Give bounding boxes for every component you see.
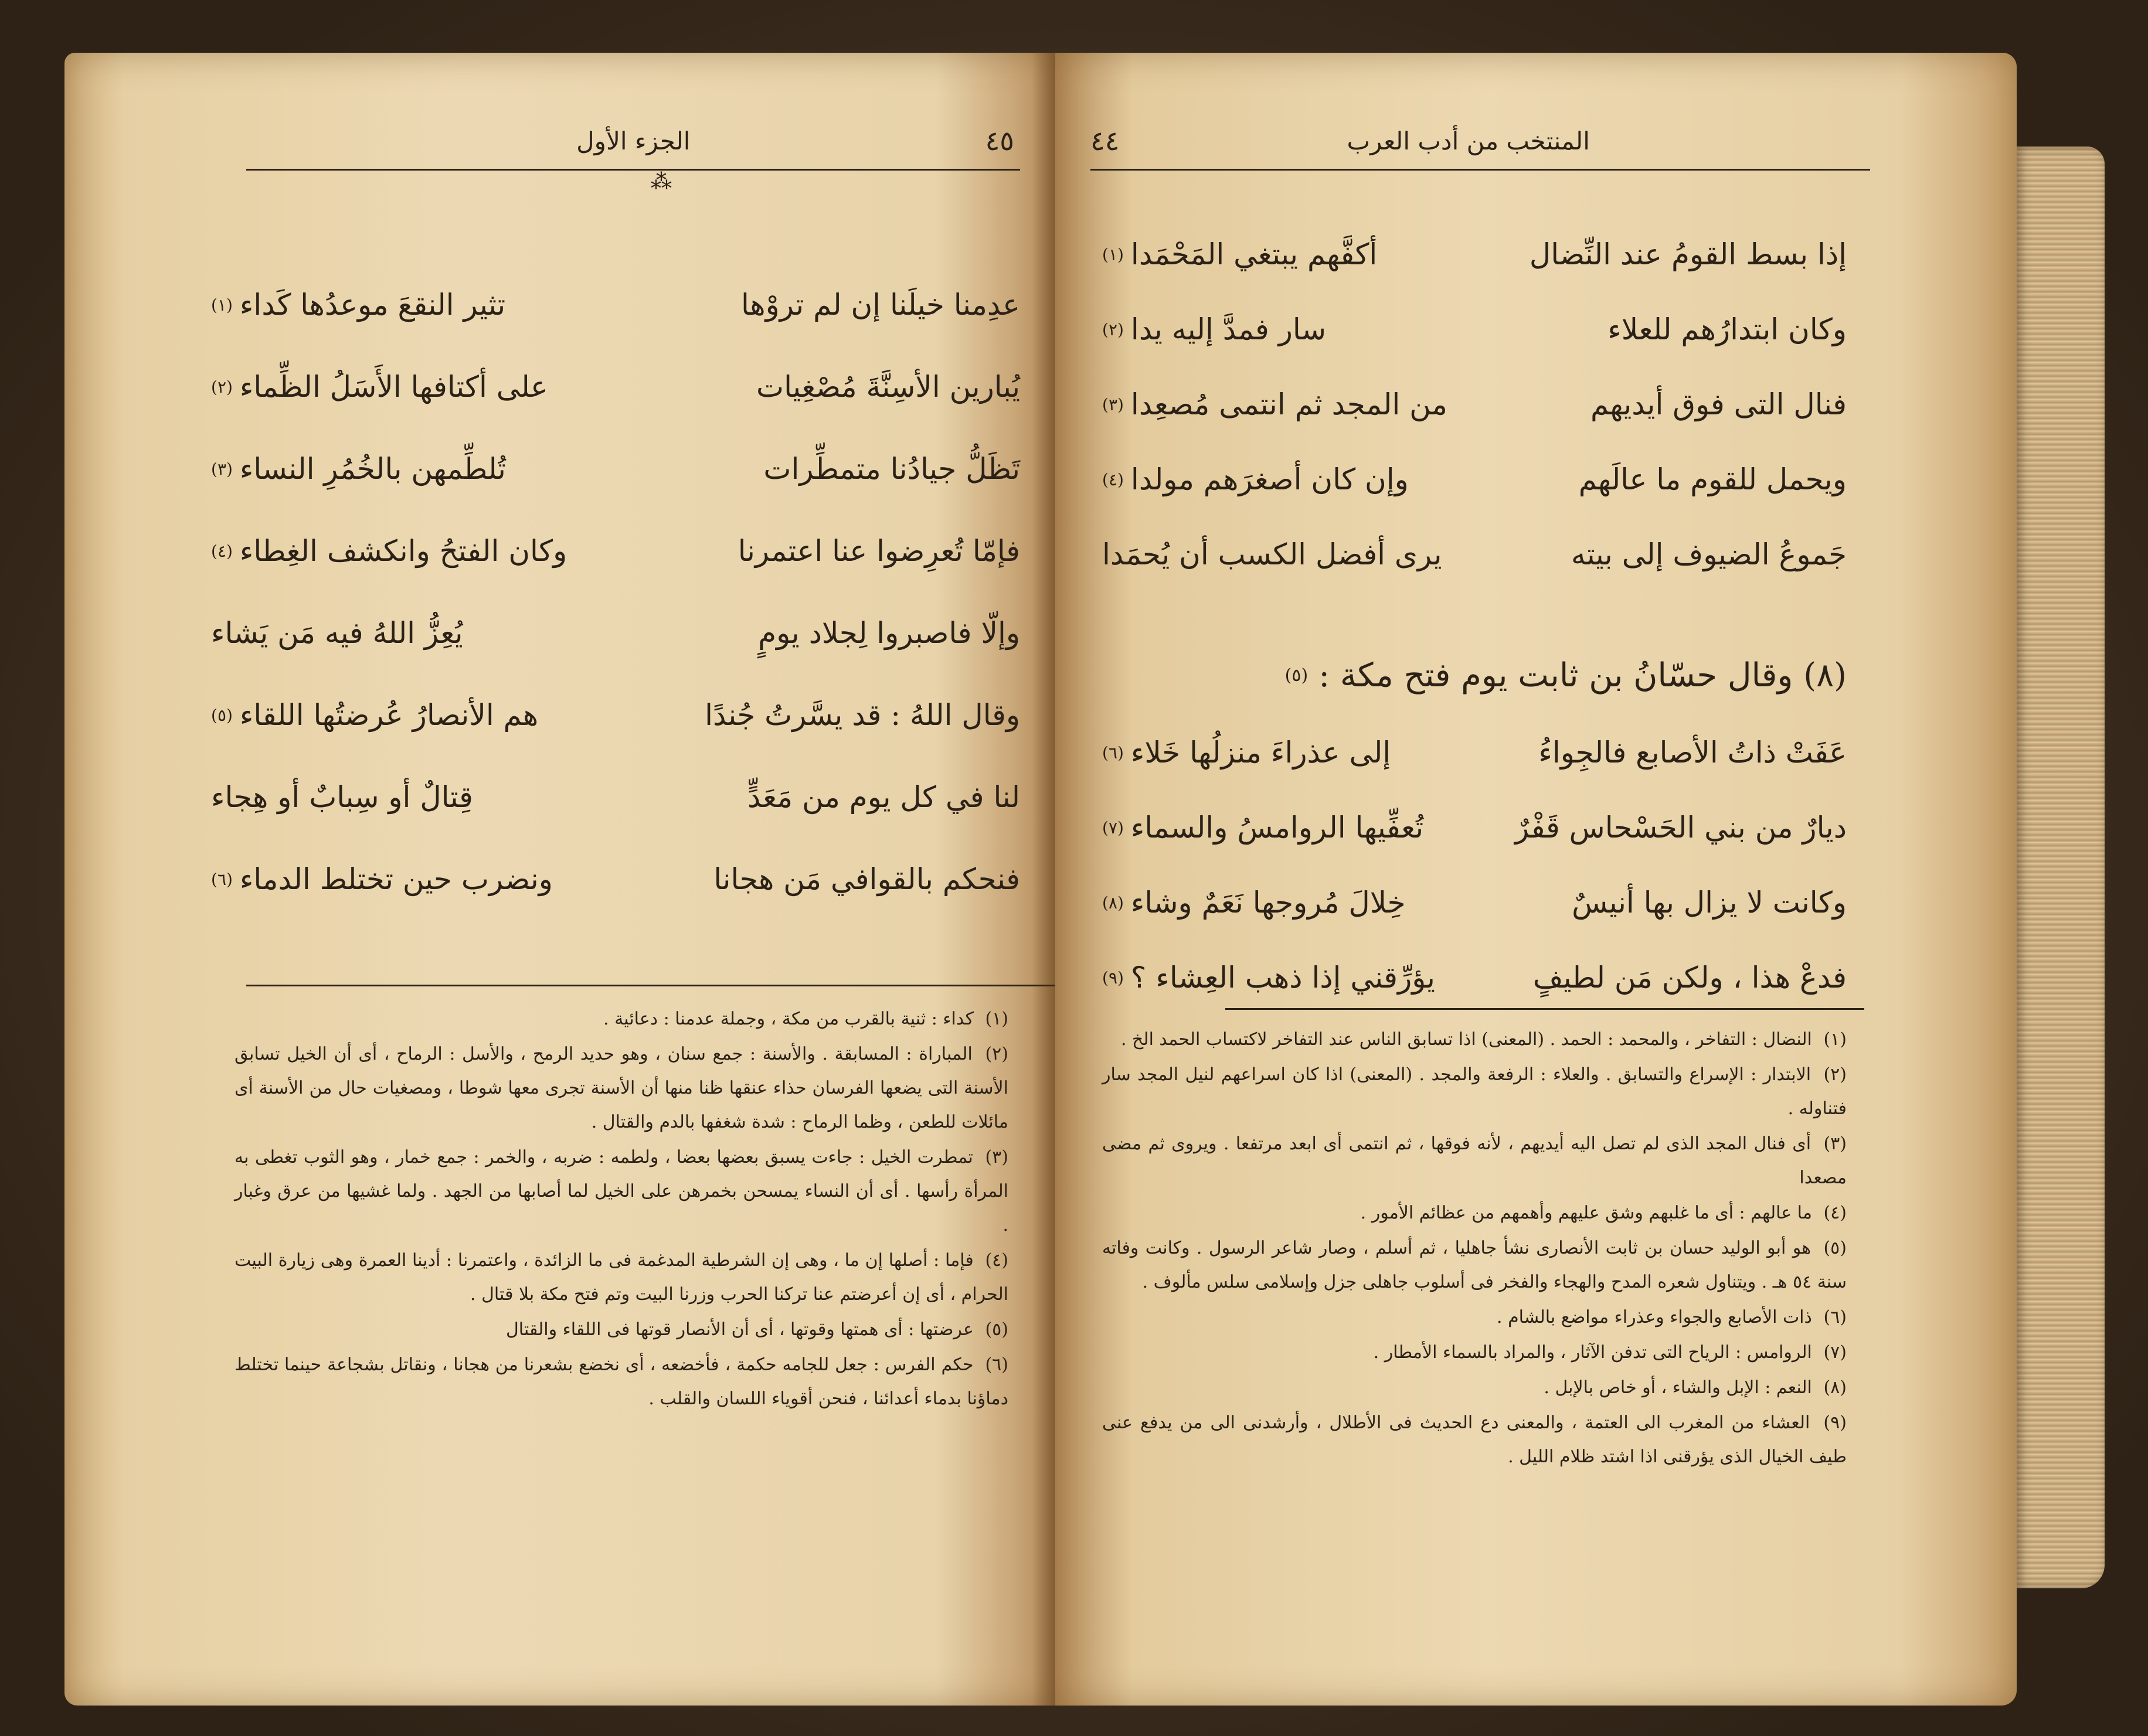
- left-footnotes: [234, 1002, 1008, 1417]
- footnote-number: (٤): [1823, 1203, 1847, 1223]
- verse-second-hemistich: [1102, 961, 1435, 995]
- verse-line: [1102, 292, 1847, 367]
- footnote-number: (٢): [1823, 1064, 1847, 1085]
- left-page: [64, 53, 1055, 1706]
- verse-line: [211, 838, 1020, 920]
- footnote-text: الابتدار : الإسراع والتسابق . والعلاء : الرفعة والمجد . (المعنى) اذا كان اسراعهم لنيل المجد سار فتناوله .: [1102, 1064, 1847, 1119]
- footnote-text: النضال : التفاخر ، والمحمد : الحمد . (المعنى) اذا تسابق الناس عند التفاخر لاكتساب الحمد الخ .: [1120, 1029, 1812, 1050]
- verse-second-text: وكان الفتحُ وانكشف الغِطاء: [239, 534, 567, 568]
- verse-first-hemistich: ديارٌ من بني الحَسْحاس قَفْرٌ: [1515, 811, 1847, 845]
- verse-line: [211, 756, 1020, 838]
- verse-second-hemistich: [1102, 811, 1423, 845]
- verse-second-text: هم الأنصارُ عُرضتُها اللقاء: [239, 698, 539, 732]
- verse-line: [211, 674, 1020, 756]
- verse-second-text: على أكتافها الأَسَلُ الظِّماء: [239, 370, 548, 404]
- verse-second-text: وإن كان أصغرَهم مولدا: [1130, 462, 1409, 496]
- verse-second-text: تثير النقعَ موعدُها كَداء: [239, 288, 506, 322]
- poem-heading-text: (٨) وقال حسّانُ بن ثابت يوم فتح مكة :: [1318, 656, 1847, 695]
- footnote-ref: (٦): [1102, 743, 1124, 763]
- right-verses-poem-8: [1102, 715, 1847, 1015]
- ornament-stars: ⁂: [651, 170, 675, 194]
- verse-second-hemistich: [1102, 537, 1442, 571]
- left-footnote-rule: [246, 985, 1067, 986]
- verse-line: [1102, 442, 1847, 517]
- verse-line: [211, 428, 1020, 510]
- footnote-text: الروامس : الرياح التى تدفن الآثار ، والمراد بالسماء الأمطار .: [1373, 1342, 1812, 1363]
- footnote-ref: (٤): [1102, 469, 1124, 489]
- footnote-number: (٤): [985, 1250, 1008, 1271]
- footnote-number: (١): [985, 1009, 1008, 1029]
- footnote-ref: (٥): [211, 705, 233, 725]
- verse-second-hemistich: [1102, 387, 1447, 421]
- footnote: [234, 1348, 1008, 1416]
- footnote-number: (٥): [985, 1319, 1008, 1340]
- verse-second-text: إلى عذراءَ منزلُها خَلاء: [1130, 736, 1391, 770]
- poem-heading-footnote-ref: (٥): [1284, 665, 1308, 686]
- verse-first-hemistich: جَموعُ الضيوف إلى بيته: [1571, 537, 1847, 571]
- footnote-text: ذات الأصابع والجواء وعذراء مواضع بالشام .: [1497, 1307, 1812, 1327]
- footnote-number: (٢): [985, 1044, 1008, 1064]
- footnote-ref: (١): [211, 295, 233, 315]
- verse-first-hemistich: وكانت لا يزال بها أنيسٌ: [1572, 886, 1847, 920]
- footnote-text: فإما : أصلها إن ما ، وهى إن الشرطية المدغمة فى ما الزائدة ، واعتمرنا : أدينا العمرة وهى زيارة البيت الحرام ، أى إن أعرضتم عنا تركنا الحرب وزرنا البيت وتم فتح مكة بلا قتال .: [234, 1250, 1008, 1305]
- footnote: [1102, 1058, 1847, 1126]
- verse-second-hemistich: [211, 288, 505, 322]
- right-page-number: ٤٤: [1090, 125, 1120, 156]
- verse-second-hemistich: [1102, 886, 1405, 920]
- left-verses: [211, 264, 1020, 920]
- verse-second-hemistich: [211, 370, 548, 404]
- verse-line: [211, 346, 1020, 428]
- verse-second-hemistich: [211, 534, 567, 568]
- footnote-ref: (٣): [1102, 394, 1124, 414]
- verse-second-text: تُلطِّمهن بالخُمُرِ النساء: [239, 452, 506, 486]
- verse-second-hemistich: [211, 698, 538, 732]
- verse-second-hemistich: [211, 452, 506, 486]
- footnote-number: (٦): [1823, 1307, 1847, 1327]
- verse-line: [1102, 517, 1847, 592]
- footnote-ref: (٢): [211, 377, 233, 397]
- footnote-text: هو أبو الوليد حسان بن ثابت الأنصارى نشأ جاهليا ، ثم أسلم ، وصار شاعر الرسول . وكانت وفاته سنة ٥٤ هـ . ويتناول شعره المدح والهجاء والفخر فى أسلوب جاهلى جزل وإسلامى سلس مألوف .: [1102, 1238, 1847, 1292]
- verse-second-text: أكفَّهم يبتغي المَحْمَدا: [1130, 237, 1378, 271]
- verse-line: [211, 264, 1020, 346]
- footnote-text: ما عالهم : أى ما غلبهم وشق عليهم وأهمهم من عظائم الأمور .: [1360, 1203, 1812, 1223]
- footnote-number: (٨): [1823, 1377, 1847, 1398]
- footnote-ref: (٣): [211, 459, 233, 479]
- footnote-ref: (٤): [211, 541, 233, 561]
- verse-second-text: تُعفِّيها الروامسُ والسماء: [1130, 811, 1424, 845]
- footnote: [1102, 1301, 1847, 1335]
- footnote-number: (٣): [985, 1147, 1008, 1167]
- verse-second-text: قِتالٌ أو سِبابٌ أو هِجاء: [211, 780, 473, 814]
- verse-second-text: يرى أفضل الكسب أن يُحمَدا: [1102, 537, 1442, 571]
- footnote: [234, 1002, 1008, 1036]
- footnote-text: النعم : الإبل والشاء ، أو خاص بالإبل .: [1544, 1377, 1812, 1398]
- footnote-text: العشاء من المغرب الى العتمة ، والمعنى دع الحديث فى الأطلال ، وأرشدنى الى من يدفع عنى طيف الخيال الذى يؤرقنى اذا اشتد ظلام الليل .: [1102, 1412, 1847, 1467]
- verse-first-hemistich: فنال التى فوق أيديهم: [1590, 387, 1847, 421]
- verse-line: [1102, 790, 1847, 865]
- verse-first-hemistich: يُبارين الأسِنَّةَ مُصْغِيات: [756, 370, 1020, 404]
- verse-second-hemistich: [1102, 312, 1326, 346]
- verse-second-text: يُعِزُّ اللهُ فيه مَن يَشاء: [211, 616, 463, 650]
- footnote-ref: (٨): [1102, 893, 1124, 913]
- footnote-number: (٦): [985, 1354, 1008, 1375]
- verse-first-hemistich: فدعْ هذا ، ولكن مَن لطيفٍ: [1532, 961, 1847, 995]
- verse-first-hemistich: لنا في كل يوم من مَعَدٍّ: [747, 780, 1020, 814]
- footnote: [1102, 1371, 1847, 1405]
- verse-first-hemistich: عَفَتْ ذاتُ الأصابع فالجِواءُ: [1538, 736, 1847, 770]
- verse-line: [1102, 217, 1847, 292]
- right-running-title: المنتخب من أدب العرب: [1347, 126, 1590, 155]
- right-page-header: [1090, 117, 1853, 164]
- page-block-edge: [2017, 147, 2105, 1588]
- verse-line: [1102, 940, 1847, 1015]
- footnote-ref: (٢): [1102, 319, 1124, 339]
- left-page-header: [246, 117, 1014, 164]
- footnote: [234, 1244, 1008, 1312]
- footnote: [1102, 1406, 1847, 1474]
- verse-first-hemistich: وقال اللهُ : قد يسَّرتُ جُندًا: [705, 698, 1020, 732]
- right-verses: [1102, 217, 1847, 592]
- left-header-rule: [246, 169, 1020, 171]
- right-footnote-rule: [1225, 1008, 1864, 1010]
- footnote-text: كداء : ثنية بالقرب من مكة ، وجملة عدمنا : دعائية .: [603, 1009, 974, 1029]
- verse-second-text: سار فمدَّ إليه يدا: [1130, 312, 1327, 346]
- verse-first-hemistich: تَظَلُّ جيادُنا متمطِّرات: [763, 452, 1020, 486]
- verse-second-hemistich: [211, 862, 553, 896]
- verse-second-hemistich: [211, 780, 473, 814]
- verse-first-hemistich: إذا بسط القومُ عند النِّضال: [1529, 237, 1847, 271]
- footnote-text: تمطرت الخيل : جاءت يسبق بعضها بعضا ، ولطمه : ضربه ، والخمر : جمع خمار ، وهو الثوب تغطى به المرأة رأسها . أى أن النساء يمسحن بخمرهن على الخيل لما أصابها من الجهد . ولما غشيها من عرق وغبار .: [234, 1147, 1008, 1235]
- footnote-number: (٩): [1823, 1412, 1847, 1433]
- footnote-text: حكم الفرس : جعل للجامه حكمة ، فأخضعه ، أى نخضع بشعرنا من هجانا ، ونقاتل بشجاعة حينما تختلط دماؤنا بدماء أعدائنا ، فنحن أقوياء اللسان والقلب .: [234, 1354, 1008, 1409]
- footnote-number: (١): [1823, 1029, 1847, 1050]
- footnote-text: عرضتها : أى همتها وقوتها ، أى أن الأنصار قوتها فى اللقاء والقتال: [505, 1319, 974, 1340]
- footnote-ref: (١): [1102, 244, 1124, 264]
- footnote: [1102, 1023, 1847, 1057]
- verse-line: [211, 592, 1020, 674]
- verse-first-hemistich: وإلّا فاصبروا لِجلاد يومٍ: [758, 616, 1020, 650]
- footnote: [234, 1141, 1008, 1243]
- right-header-rule: [1090, 169, 1870, 171]
- right-page: [1055, 53, 2017, 1706]
- footnote-ref: (٧): [1102, 818, 1124, 838]
- footnote-number: (٣): [1823, 1133, 1847, 1154]
- verse-first-hemistich: عدِمنا خيلَنا إن لم تروْها: [740, 288, 1020, 322]
- verse-first-hemistich: وكان ابتدارُهم للعلاء: [1607, 312, 1847, 346]
- footnote: [1102, 1127, 1847, 1195]
- poem-heading: [1284, 656, 1847, 695]
- footnote: [234, 1037, 1008, 1139]
- footnote-number: (٥): [1823, 1238, 1847, 1258]
- footnote-number: (٧): [1823, 1342, 1847, 1363]
- footnote-ref: (٩): [1102, 968, 1124, 988]
- footnote-text: أى فنال المجد الذى لم تصل اليه أيديهم ، لأنه فوقها ، ثم انتمى أى ابعد مرتفعا . ويروى ثم مضى مصعدا: [1102, 1133, 1847, 1188]
- verse-first-hemistich: فنحكم بالقوافي مَن هجانا: [713, 862, 1020, 896]
- verse-line: [1102, 865, 1847, 940]
- right-footnotes: [1102, 1023, 1847, 1475]
- verse-second-hemistich: [1102, 736, 1391, 770]
- verse-line: [1102, 715, 1847, 790]
- verse-second-text: من المجد ثم انتمى مُصعِدا: [1130, 387, 1447, 421]
- verse-line: [1102, 367, 1847, 442]
- verse-second-text: ونضرب حين تختلط الدماء: [239, 862, 553, 896]
- verse-line: [211, 510, 1020, 592]
- verse-first-hemistich: ويحمل للقوم ما عالَهم: [1578, 462, 1847, 496]
- verse-first-hemistich: فإمّا تُعرِضوا عنا اعتمرنا: [737, 534, 1020, 568]
- verse-second-text: خِلالَ مُروجها نَعَمٌ وشاء: [1130, 886, 1406, 920]
- left-page-number: ٤٥: [985, 125, 1014, 156]
- footnote: [234, 1313, 1008, 1347]
- footnote: [1102, 1196, 1847, 1230]
- footnote: [1102, 1231, 1847, 1299]
- verse-second-hemistich: [1102, 462, 1409, 496]
- verse-second-hemistich: [211, 616, 463, 650]
- footnote: [1102, 1336, 1847, 1370]
- footnote-text: المباراة : المسابقة . والأسنة : جمع سنان ، وهو حديد الرمح ، والأسل : الرماح ، أى أن الخيل تسابق الأسنة التى يضعها الفرسان حذاء عنقها ظنا منها أن الأسنة تجرى معها شوطا ، ومصغيات حال من الأسنة أى مائلات للطعن ، وظما الرماح : شدة شغفها بالدم والقتال .: [234, 1044, 1008, 1132]
- verse-second-hemistich: [1102, 237, 1377, 271]
- footnote-ref: (٦): [211, 869, 233, 889]
- left-running-title: الجزء الأول: [576, 126, 691, 155]
- verse-second-text: يؤرِّقني إذا ذهب العِشاء ؟: [1130, 961, 1435, 995]
